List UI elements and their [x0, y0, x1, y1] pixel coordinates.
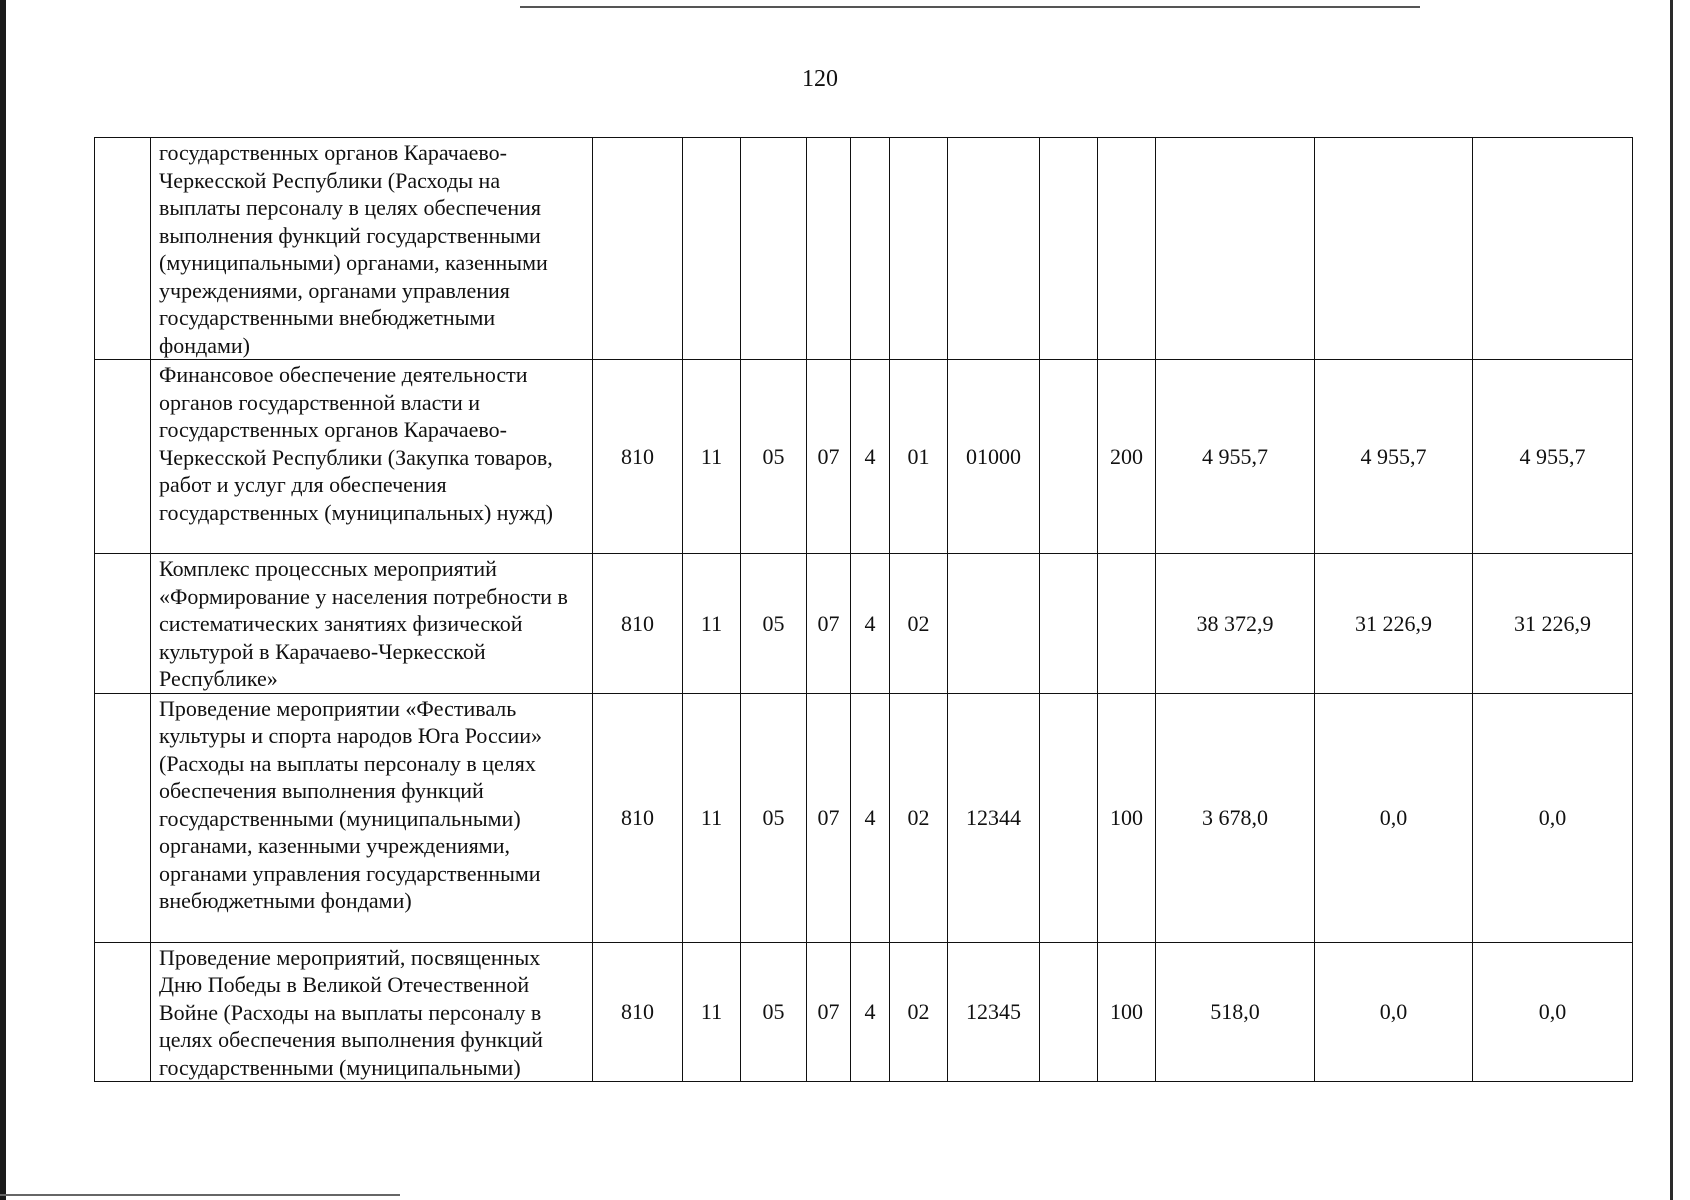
amount-2-cell: 0,0 [1315, 942, 1473, 1082]
subprogram-code-cell: 01 [890, 360, 948, 554]
section-code-cell: 11 [683, 360, 741, 554]
amount-1-cell: 3 678,0 [1156, 693, 1315, 942]
program-code-cell: 07 [807, 360, 851, 554]
ministry-code-cell [593, 138, 683, 360]
amount-2-cell: 4 955,7 [1315, 360, 1473, 554]
program-code-cell: 07 [807, 942, 851, 1082]
extra-code-cell [1040, 360, 1098, 554]
expense-name-cell: Проведение мероприятии «Фестиваль культуры и спорта народов Юга России» (Расходы на выплаты персоналу в целях обеспечения выполнения функций государственными (муниципальными) органами, казенными учреждениями, органами управления государственными внебюджетными фондами) [151, 693, 593, 942]
direction-code-cell [948, 554, 1040, 694]
subprogram-type-cell [851, 138, 890, 360]
subsection-code-cell [741, 138, 807, 360]
amount-3-cell [1473, 138, 1633, 360]
amount-1-cell: 38 372,9 [1156, 554, 1315, 694]
table-row [95, 138, 1633, 360]
budget-table [94, 137, 1633, 1082]
ministry-code-cell: 810 [593, 942, 683, 1082]
table-row [95, 554, 1633, 694]
row-number-cell [95, 693, 151, 942]
table-row [95, 360, 1633, 554]
expense-type-cell [1098, 138, 1156, 360]
amount-1-cell: 4 955,7 [1156, 360, 1315, 554]
direction-code-cell: 12344 [948, 693, 1040, 942]
subprogram-code-cell: 02 [890, 942, 948, 1082]
program-code-cell [807, 138, 851, 360]
scan-top-line [520, 6, 1420, 8]
ministry-code-cell: 810 [593, 693, 683, 942]
scan-bottom-line [0, 1194, 400, 1196]
table-row [95, 693, 1633, 942]
scan-edge-left [0, 0, 6, 1200]
row-number-cell [95, 360, 151, 554]
direction-code-cell: 01000 [948, 360, 1040, 554]
subprogram-type-cell: 4 [851, 942, 890, 1082]
section-code-cell: 11 [683, 942, 741, 1082]
subsection-code-cell: 05 [741, 554, 807, 694]
extra-code-cell [1040, 554, 1098, 694]
amount-1-cell [1156, 138, 1315, 360]
expense-type-cell [1098, 554, 1156, 694]
extra-code-cell [1040, 138, 1098, 360]
scan-edge-right [1670, 0, 1673, 1200]
amount-3-cell: 0,0 [1473, 693, 1633, 942]
extra-code-cell [1040, 942, 1098, 1082]
expense-name-cell: Комплекс процессных мероприятий «Формирование у населения потребности в систематических занятиях физической культурой в Карачаево-Черкесской Республике» [151, 554, 593, 694]
amount-2-cell [1315, 138, 1473, 360]
amount-3-cell: 0,0 [1473, 942, 1633, 1082]
amount-3-cell: 4 955,7 [1473, 360, 1633, 554]
amount-3-cell: 31 226,9 [1473, 554, 1633, 694]
subsection-code-cell: 05 [741, 360, 807, 554]
amount-2-cell: 0,0 [1315, 693, 1473, 942]
direction-code-cell [948, 138, 1040, 360]
page-number: 120 [802, 66, 838, 92]
amount-1-cell: 518,0 [1156, 942, 1315, 1082]
table-row [95, 942, 1633, 1082]
row-number-cell [95, 138, 151, 360]
ministry-code-cell: 810 [593, 360, 683, 554]
subprogram-code-cell: 02 [890, 554, 948, 694]
subsection-code-cell: 05 [741, 693, 807, 942]
ministry-code-cell: 810 [593, 554, 683, 694]
amount-2-cell: 31 226,9 [1315, 554, 1473, 694]
subprogram-code-cell: 02 [890, 693, 948, 942]
program-code-cell: 07 [807, 693, 851, 942]
expense-type-cell: 200 [1098, 360, 1156, 554]
section-code-cell: 11 [683, 554, 741, 694]
subprogram-type-cell: 4 [851, 693, 890, 942]
program-code-cell: 07 [807, 554, 851, 694]
expense-name-cell: Финансовое обеспечение деятельности органов государственной власти и государственных органов Карачаево-Черкесской Республики (Закупка товаров, работ и услуг для обеспечения государственных (муниципальных) нужд) [151, 360, 593, 554]
row-number-cell [95, 942, 151, 1082]
extra-code-cell [1040, 693, 1098, 942]
expense-type-cell: 100 [1098, 693, 1156, 942]
section-code-cell [683, 138, 741, 360]
subprogram-type-cell: 4 [851, 554, 890, 694]
subprogram-type-cell: 4 [851, 360, 890, 554]
section-code-cell: 11 [683, 693, 741, 942]
direction-code-cell: 12345 [948, 942, 1040, 1082]
expense-name-cell: Проведение мероприятий, посвященных Дню Победы в Великой Отечественной Войне (Расходы на выплаты персоналу в целях обеспечения выполнения функций государственными (муниципальными) [151, 942, 593, 1082]
expense-type-cell: 100 [1098, 942, 1156, 1082]
expense-name-cell: государственных органов Карачаево-Черкесской Республики (Расходы на выплаты персоналу в целях обеспечения выполнения функций государственными (муниципальными) органами, казенными учреждениями, органами управления государственными внебюджетными фондами) [151, 138, 593, 360]
row-number-cell [95, 554, 151, 694]
subprogram-code-cell [890, 138, 948, 360]
subsection-code-cell: 05 [741, 942, 807, 1082]
